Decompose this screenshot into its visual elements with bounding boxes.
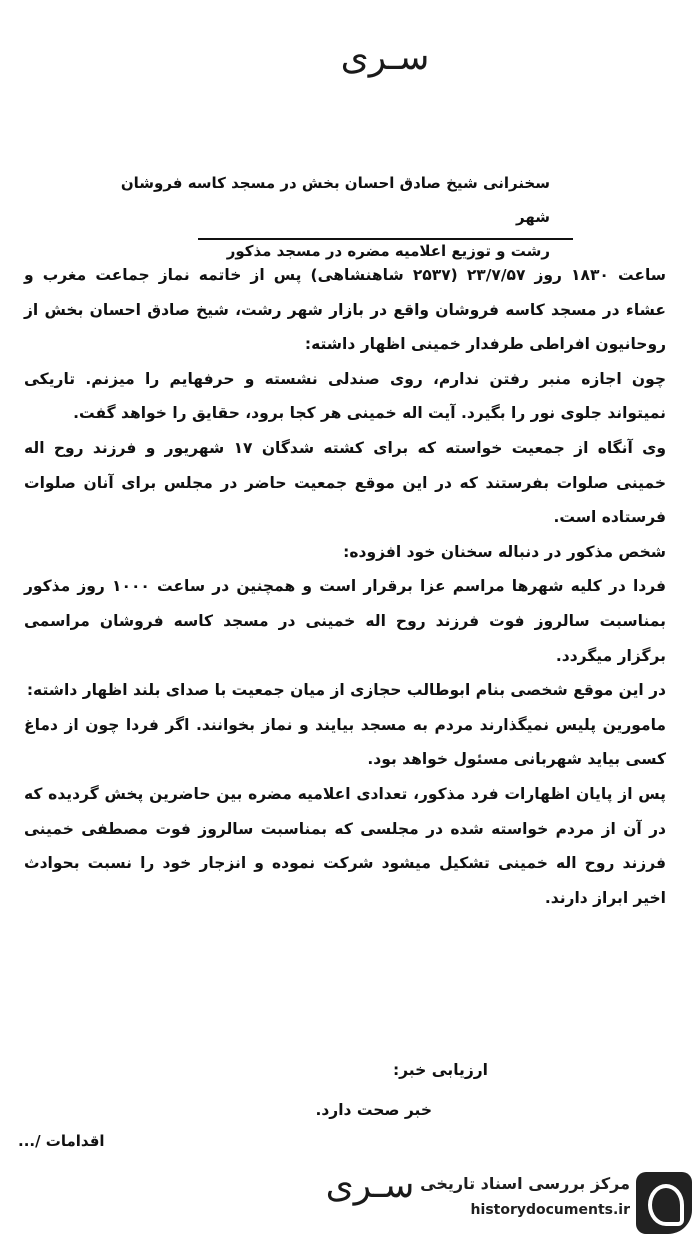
source-evaluation-value: خبر صحت دارد. — [315, 1101, 432, 1119]
watermark — [392, 1168, 692, 1248]
paragraph-1: ساعت ۱۸۳۰ روز ۲۳/۷/۵۷ (۲۵۳۷ شاهنشاهی) پس از خاتمه نماز جماعت مغرب و عشاء در مسجد کاسه فروشان واقع در بازار شهر رشت، شیخ صادق احسان بخش از روحانیون افراطی طرفدار خمینی اظهار داشته: — [24, 266, 667, 354]
classification-top: سـری — [340, 37, 430, 78]
heading-line-1: سخنرانی شیخ صادق احسان بخش در مسجد کاسه فروشان شهر — [120, 174, 550, 226]
paragraph-3: وی آنگاه از جمعیت خواسته که برای کشته شدگان ۱۷ شهریور و فرزند روح اله خمینی صلوات بفرستند که در این موقع جمعیت حاضر در مجلس برای آنان صلوات فرستاده است. — [24, 438, 666, 527]
document-center-logo-icon — [636, 1172, 692, 1234]
source-evaluation-label: ارزیابی خبر: — [392, 1061, 488, 1079]
paragraph-5: فردا در کلیه شهرها مراسم عزا برقرار است و همچنین در ساعت ۱۰۰۰ روز مذکور بمناسبت سالروز فوت فرزند روح اله خمینی در مسجد کاسه فروشان مراسمی برگزار میگردد. — [24, 577, 667, 665]
report-body — [24, 258, 666, 915]
actions-label: اقدامات /... — [18, 1132, 105, 1150]
heading-line-2: رشت و توزیع اعلامیه مضره در مسجد مذکور — [226, 242, 550, 260]
watermark-url: historydocuments.ir — [470, 1202, 630, 1218]
paragraph-4: شخص مذکور در دنباله سخنان خود افزوده: — [343, 542, 666, 561]
document-heading — [110, 166, 550, 268]
paragraph-8: پس از پایان اظهارات فرد مذکور، تعدادی اعلامیه مضره بین حاضرین پخش گردیده که در آن از مردم خواسته شده در مجلسی که بمناسبت سالروز فوت مصطفی خمینی فرزند روح اله خمینی تشکیل میشود شرکت نموده و انزجار خود را نسبت بحوادث اخیر ابراز دارند. — [24, 784, 666, 907]
paragraph-2: چون اجازه منبر رفتن ندارم، روی صندلی نشسته و حرفهایم را میزنم. تاریکی نمیتواند جلوی نور را بگیرد. آیت اله خمینی هر کجا برود، حقایق را خواهد گفت. — [24, 369, 666, 423]
watermark-title: مرکز بررسی اسناد تاریخی — [420, 1174, 630, 1193]
paragraph-6: در این موقع شخصی بنام ابوطالب حجازی از میان جمعیت با صدای بلند اظهار داشته: — [26, 681, 666, 700]
paragraph-7: مامورین پلیس نمیگذارند مردم به مسجد بیایند و نماز بخوانند. اگر فردا چون از دماغ کسی بیاید شهربانی مسئول خواهد بود. — [24, 715, 666, 769]
classification-bottom: سـری — [325, 1165, 415, 1206]
heading-underline — [198, 238, 573, 240]
